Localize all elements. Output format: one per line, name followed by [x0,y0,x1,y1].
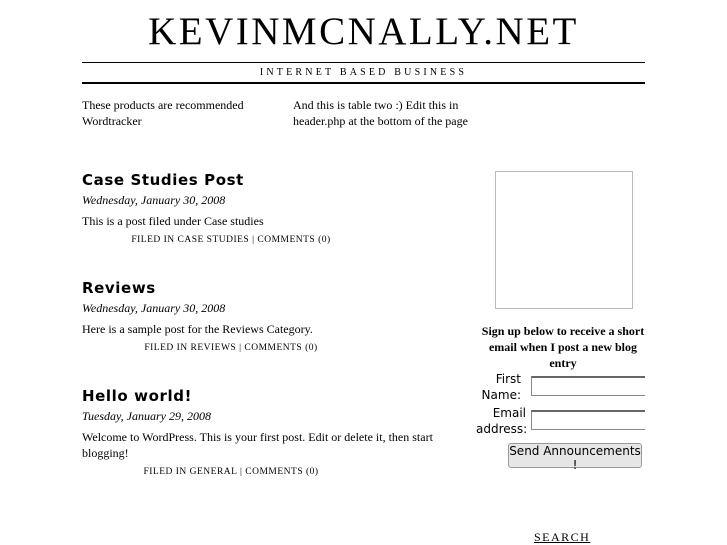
post-meta-separator: | [239,467,243,477]
post-date: Tuesday, January 29, 2008 [82,409,211,423]
email-input[interactable] [531,410,645,430]
header-table-two: And this is table two :) Edit this in header.php at the bottom of the page [293,98,468,128]
post-meta [82,466,379,478]
post-comments-link[interactable]: COMMENTS (0) [257,235,331,245]
post-date: Wednesday, January 30, 2008 [82,193,226,207]
post-meta [82,234,379,246]
post-date: Wednesday, January 30, 2008 [82,301,226,315]
post-meta-separator: | [252,235,255,245]
post-body: This is a post filed under Case studies [82,214,264,228]
site-tagline: INTERNET BASED BUSINESS [259,67,468,78]
post-comments-link[interactable]: COMMENTS (0) [245,467,319,477]
post-hello-world [82,387,442,478]
sidebar-ad-placeholder [495,171,633,309]
post-body: Welcome to WordPress. This is your first post. Edit or delete it, then start blogging! [82,430,433,460]
send-announcements-button[interactable]: Send Announcements ! [509,444,641,472]
first-name-input[interactable] [531,376,645,396]
post-title[interactable]: Case Studies Post [82,171,244,189]
header-rule-bottom [82,82,645,84]
signup-heading: Sign up below to receive a short email when I post a new blog entry [481,324,645,370]
post-meta [82,342,379,354]
post-title[interactable]: Reviews [82,279,156,297]
post-category-link[interactable]: FILED IN REVIEWS [144,343,237,353]
first-name-label: First Name: [481,372,521,402]
post-category-link[interactable]: FILED IN CASE STUDIES [131,235,250,245]
post-case-studies [82,171,442,246]
post-meta-separator: | [239,343,242,353]
post-category-link[interactable]: FILED IN GENERAL [143,467,238,477]
site-title[interactable]: KEVINMCNALLY.NET [148,10,579,53]
email-label: Email address: [476,406,528,436]
post-body: Here is a sample post for the Reviews Category. [82,322,313,336]
header-rule-top [82,62,645,63]
search-link[interactable]: SEARCH [534,530,591,544]
post-title[interactable]: Hello world! [82,387,193,405]
post-comments-link[interactable]: COMMENTS (0) [244,343,318,353]
post-reviews [82,279,442,354]
header-table-one: These products are recommended Wordtracker [82,98,244,128]
